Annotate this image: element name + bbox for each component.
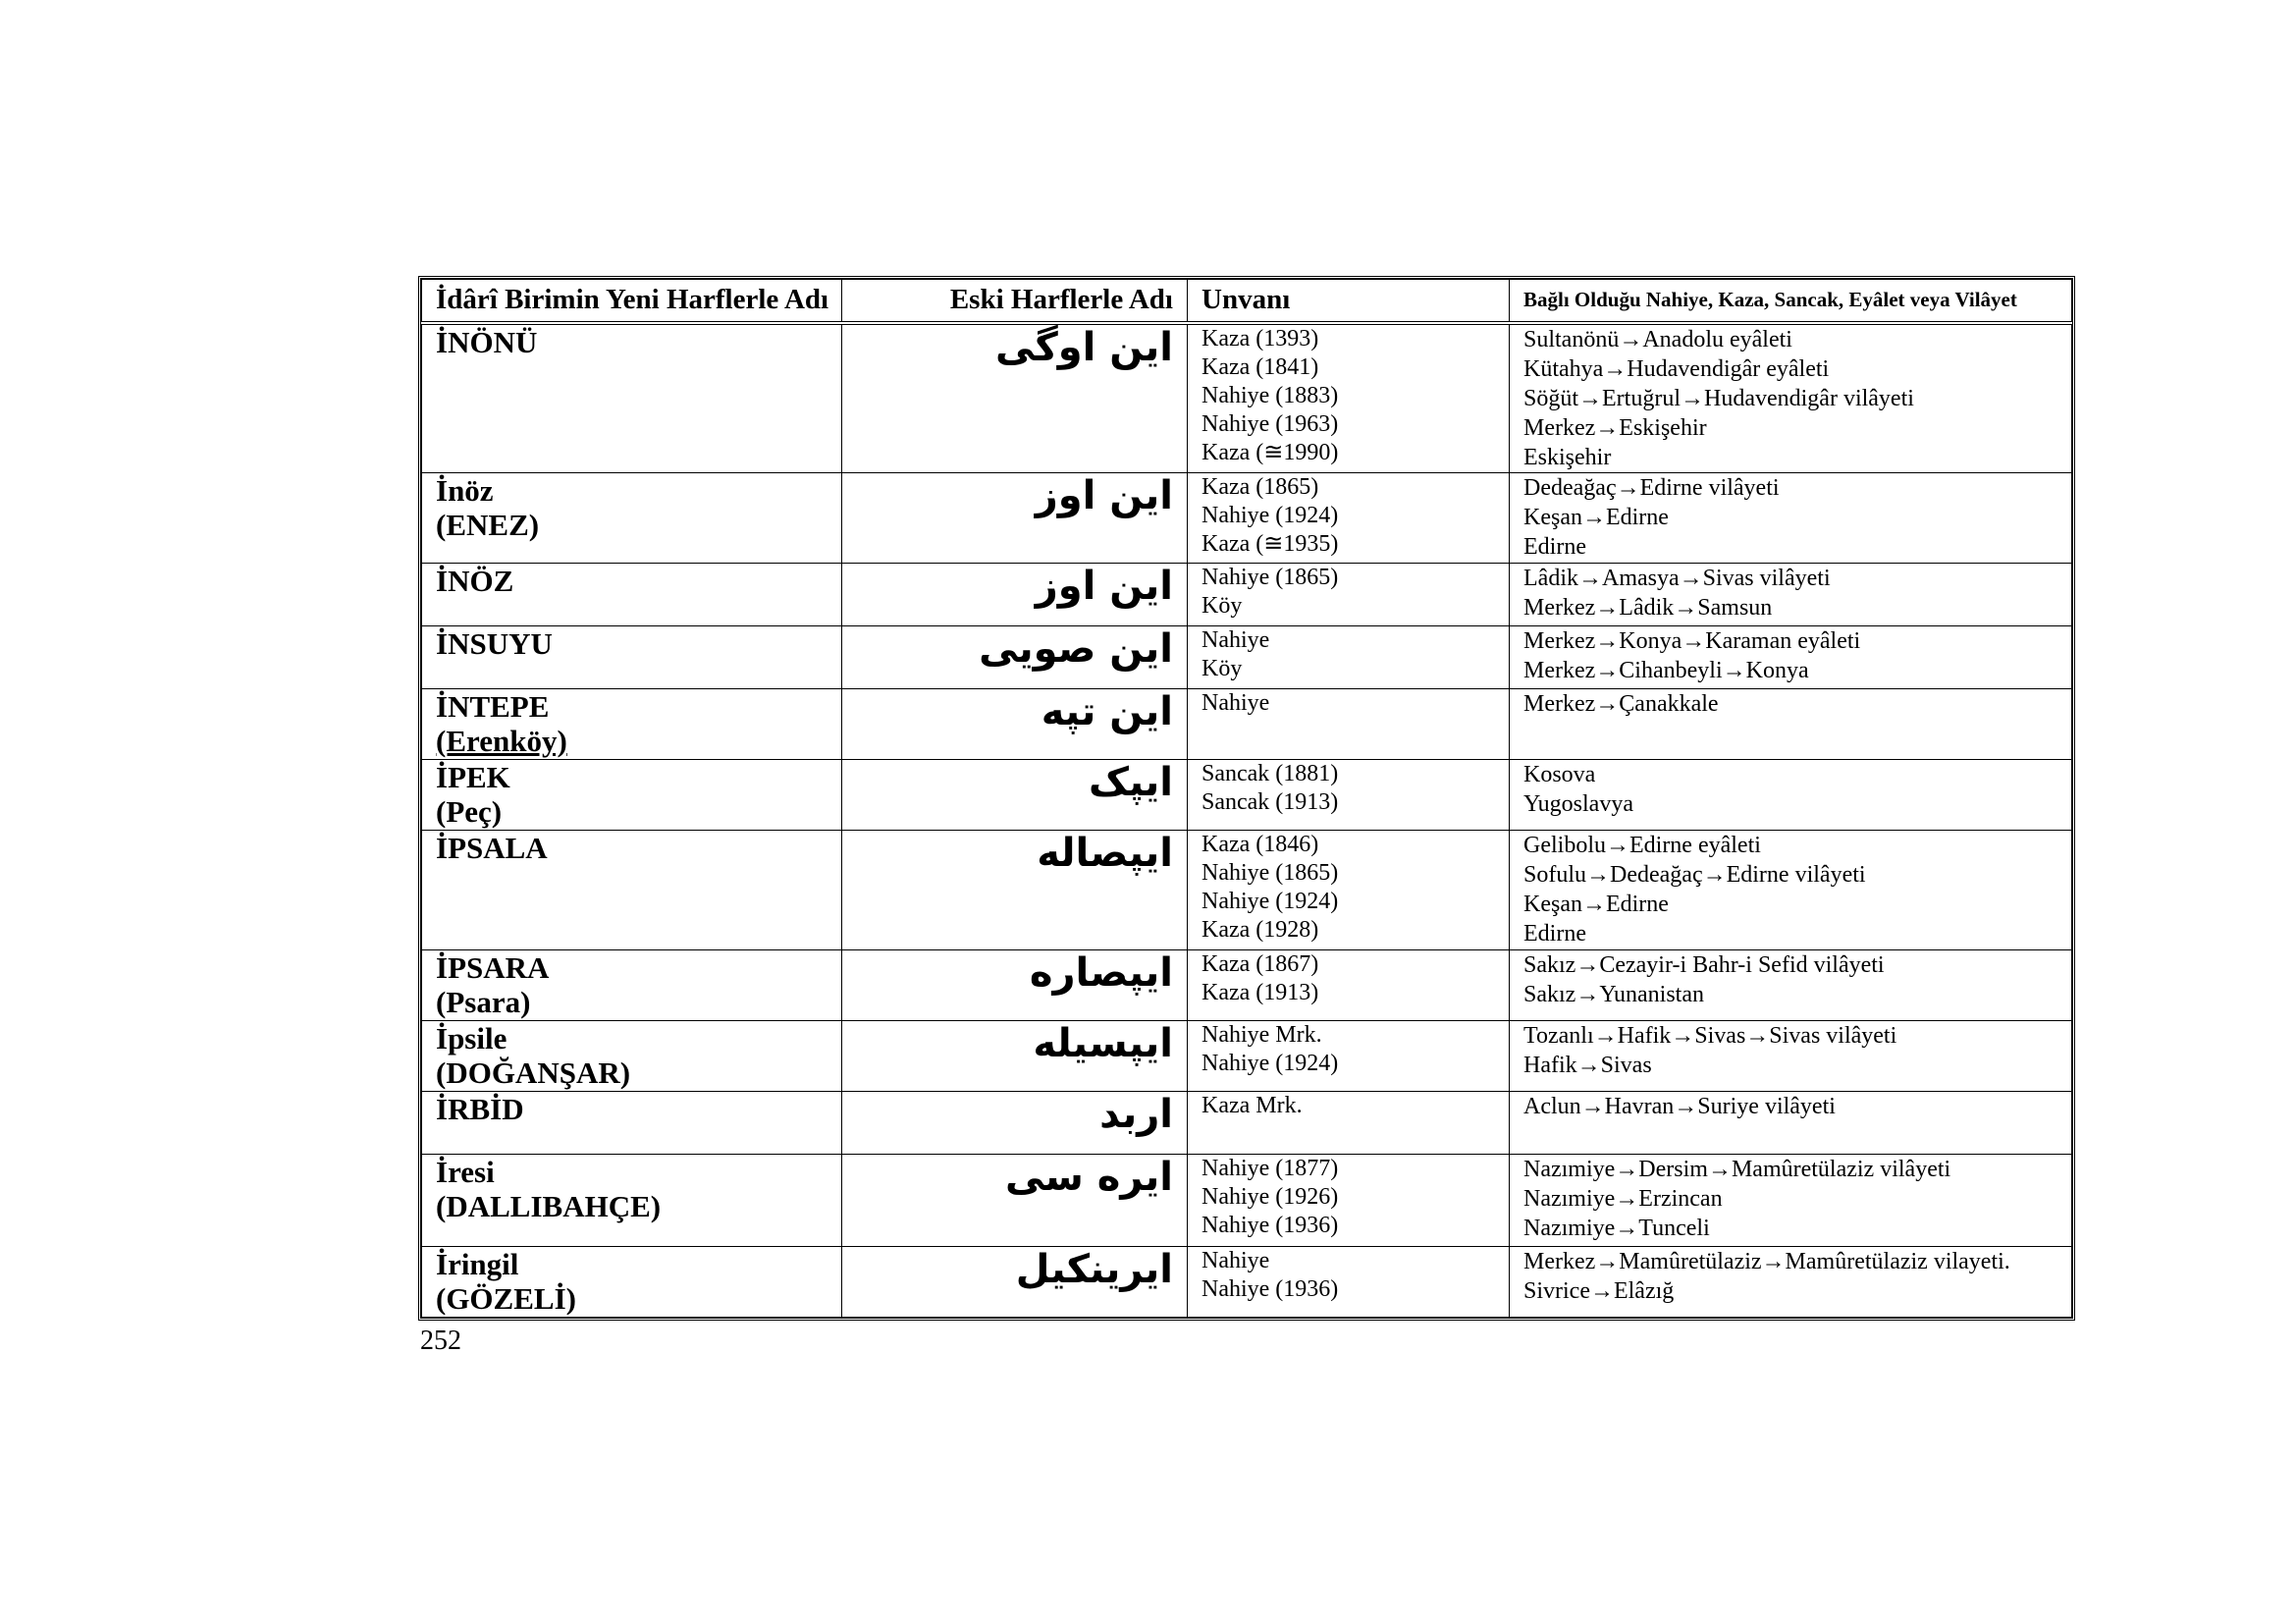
unit-title-line: Kaza (1928) [1201, 916, 1319, 943]
affiliation-line: Kütahya→Hudavendigâr eyâleti [1523, 355, 1830, 382]
affiliation-cell [1510, 1091, 2072, 1154]
unit-title-line: Köy [1201, 655, 1243, 681]
page-number: 252 [420, 1326, 461, 1356]
affiliation-line: Merkez→Çanakkale [1523, 690, 1719, 717]
unit-name: İRBİD [436, 1091, 524, 1126]
affiliation-line: Keşan→Edirne [1523, 891, 1669, 917]
unit-title-line: Nahiye (1924) [1201, 502, 1339, 528]
unit-alternate-name: (DOĞANŞAR) [436, 1055, 631, 1090]
unit-name-cell [422, 563, 842, 625]
unit-name-cell [422, 1246, 842, 1317]
unit-name: İNSUYU [436, 625, 553, 661]
unit-alternate-name: (Psara) [436, 984, 531, 1019]
affiliation-line: Nazımiye→Tunceli [1523, 1215, 1710, 1241]
unit-title-line: Nahiye (1865) [1201, 859, 1339, 886]
unit-title-line: Nahiye (1924) [1201, 888, 1339, 914]
affiliation-line: Merkez→Mamûretülaziz→Mamûretülaziz vilayeti. [1523, 1248, 2010, 1274]
unit-name-cell [422, 688, 842, 759]
unit-title-line: Kaza (≅1935) [1201, 530, 1339, 557]
table-row [422, 1091, 2072, 1154]
affiliation-line: Hafik→Sivas [1523, 1052, 1652, 1078]
unit-name: İnöz [436, 472, 494, 508]
unit-title-line: Kaza (1846) [1201, 831, 1319, 857]
unit-name: İPEK [436, 759, 510, 794]
table-row [422, 830, 2072, 949]
affiliation-line: Aclun→Havran→Suriye vilâyeti [1523, 1093, 1836, 1119]
unit-title-cell [1188, 759, 1510, 830]
header-affiliation: Bağlı Olduğu Nahiye, Kaza, Sancak, Eyâlet veya Vilâyet [1510, 280, 2072, 323]
unit-title-line: Nahiye [1201, 626, 1270, 653]
unit-title-cell [1188, 625, 1510, 688]
unit-title-line: Kaza (1867) [1201, 950, 1319, 977]
unit-alternate-name: (DALLIBAHÇE) [436, 1188, 662, 1223]
table-row [422, 1020, 2072, 1091]
table-header-row [422, 280, 2072, 323]
unit-title-line: Köy [1201, 592, 1243, 619]
affiliation-line: Merkez→Cihanbeyli→Konya [1523, 657, 1809, 683]
unit-title-line: Kaza (≅1990) [1201, 439, 1339, 465]
unit-title-line: Sancak (1881) [1201, 760, 1339, 786]
affiliation-cell [1510, 1246, 2072, 1317]
old-script-name: این اوز [842, 563, 1188, 625]
unit-name: İpsile [436, 1020, 507, 1056]
unit-title-line: Nahiye (1936) [1201, 1212, 1339, 1238]
affiliation-line: Merkez→Lâdik→Samsun [1523, 594, 1773, 621]
table-row [422, 1154, 2072, 1246]
unit-title-line: Nahiye Mrk. [1201, 1021, 1322, 1048]
affiliation-cell [1510, 949, 2072, 1020]
old-script-name: ایره سی [842, 1154, 1188, 1246]
unit-name-cell [422, 1091, 842, 1154]
affiliation-cell [1510, 1020, 2072, 1091]
affiliation-line: Söğüt→Ertuğrul→Hudavendigâr vilâyeti [1523, 385, 1914, 411]
affiliation-cell [1510, 563, 2072, 625]
unit-title-cell [1188, 1154, 1510, 1246]
unit-title-line: Kaza (1841) [1201, 353, 1319, 380]
affiliation-line: Edirne [1523, 920, 1586, 947]
unit-title-cell [1188, 563, 1510, 625]
unit-name: İNÖNÜ [436, 324, 538, 359]
table-row [422, 625, 2072, 688]
unit-title-line: Nahiye (1926) [1201, 1183, 1339, 1210]
unit-name-cell [422, 949, 842, 1020]
affiliation-line: Sultanönü→Anadolu eyâleti [1523, 326, 1792, 352]
affiliation-cell [1510, 323, 2072, 473]
unit-title-line: Nahiye [1201, 689, 1270, 716]
affiliation-line: Nazımiye→Dersim→Mamûretülaziz vilâyeti [1523, 1156, 1951, 1182]
affiliation-line: Sakız→Yunanistan [1523, 981, 1704, 1007]
affiliation-line: Sofulu→Dedeağaç→Edirne vilâyeti [1523, 861, 1866, 888]
administrative-units-table-frame [418, 276, 2075, 1321]
unit-title-line: Nahiye (1936) [1201, 1275, 1339, 1302]
unit-title-cell [1188, 1091, 1510, 1154]
unit-alternate-name: (GÖZELİ) [436, 1280, 576, 1316]
table-row [422, 759, 2072, 830]
unit-title-cell [1188, 323, 1510, 473]
affiliation-line: Sivrice→Elâzığ [1523, 1277, 1675, 1304]
old-script-name: ایپصاله [842, 830, 1188, 949]
unit-title-line: Sancak (1913) [1201, 788, 1339, 815]
unit-name-cell [422, 830, 842, 949]
affiliation-line: Sakız→Cezayir-i Bahr-i Sefid vilâyeti [1523, 951, 1885, 978]
table-row [422, 472, 2072, 563]
unit-name: İNTEPE [436, 688, 550, 724]
unit-title-cell [1188, 472, 1510, 563]
header-new-name: İdârî Birimin Yeni Harflerle Adı [422, 280, 842, 323]
unit-title-line: Kaza (1913) [1201, 979, 1319, 1005]
unit-name-cell [422, 625, 842, 688]
table-row [422, 949, 2072, 1020]
unit-title-line: Nahiye (1883) [1201, 382, 1339, 408]
unit-title-line: Nahiye (1924) [1201, 1050, 1339, 1076]
affiliation-line: Edirne [1523, 533, 1586, 560]
old-script-name: این تپه [842, 688, 1188, 759]
unit-title-cell [1188, 688, 1510, 759]
old-script-name: این اوگی [842, 323, 1188, 473]
unit-title-cell [1188, 949, 1510, 1020]
unit-title-line: Kaza (1393) [1201, 325, 1319, 352]
old-script-name: این اوز [842, 472, 1188, 563]
affiliation-cell [1510, 625, 2072, 688]
table-row [422, 688, 2072, 759]
unit-title-line: Nahiye (1877) [1201, 1155, 1339, 1181]
unit-alternate-name: (ENEZ) [436, 507, 540, 542]
old-script-name: ایپک [842, 759, 1188, 830]
affiliation-line: Yugoslavya [1523, 790, 1633, 817]
old-script-name: اربد [842, 1091, 1188, 1154]
unit-title-line: Nahiye [1201, 1247, 1270, 1273]
unit-name: İNÖZ [436, 563, 514, 598]
affiliation-cell [1510, 472, 2072, 563]
affiliation-line: Dedeağaç→Edirne vilâyeti [1523, 474, 1780, 501]
table-row [422, 1246, 2072, 1317]
unit-name-cell [422, 1154, 842, 1246]
affiliation-cell [1510, 688, 2072, 759]
header-title: Unvanı [1188, 280, 1510, 323]
unit-name: İPSARA [436, 949, 550, 985]
affiliation-line: Eskişehir [1523, 444, 1612, 470]
old-script-name: این صویی [842, 625, 1188, 688]
unit-title-cell [1188, 1246, 1510, 1317]
unit-name: İresi [436, 1154, 495, 1189]
old-script-name: ایپسیله [842, 1020, 1188, 1091]
old-script-name: ایپصاره [842, 949, 1188, 1020]
unit-name-cell [422, 759, 842, 830]
affiliation-line: Lâdik→Amasya→Sivas vilâyeti [1523, 565, 1831, 591]
affiliation-line: Tozanlı→Hafik→Sivas→Sivas vilâyeti [1523, 1022, 1897, 1049]
affiliation-line: Merkez→Eskişehir [1523, 414, 1707, 441]
unit-title-line: Kaza Mrk. [1201, 1092, 1303, 1118]
old-script-name: ایرینکیل [842, 1246, 1188, 1317]
administrative-units-table [421, 279, 2072, 1318]
table-row [422, 563, 2072, 625]
unit-name-cell [422, 323, 842, 473]
unit-title-line: Nahiye (1963) [1201, 410, 1339, 437]
unit-name: İringil [436, 1246, 519, 1281]
unit-name-cell [422, 472, 842, 563]
affiliation-cell [1510, 1154, 2072, 1246]
unit-title-cell [1188, 830, 1510, 949]
affiliation-cell [1510, 830, 2072, 949]
unit-title-cell [1188, 1020, 1510, 1091]
table-row [422, 323, 2072, 473]
affiliation-line: Kosova [1523, 761, 1596, 787]
header-old-name: Eski Harflerle Adı [842, 280, 1188, 323]
affiliation-line: Gelibolu→Edirne eyâleti [1523, 832, 1761, 858]
unit-name-cell [422, 1020, 842, 1091]
affiliation-cell [1510, 759, 2072, 830]
table-body [422, 323, 2072, 1318]
unit-alternate-name: (Peç) [436, 793, 503, 829]
affiliation-line: Keşan→Edirne [1523, 504, 1669, 530]
unit-title-line: Nahiye (1865) [1201, 564, 1339, 590]
affiliation-line: Nazımiye→Erzincan [1523, 1185, 1723, 1212]
unit-name: İPSALA [436, 830, 548, 865]
unit-title-line: Kaza (1865) [1201, 473, 1319, 500]
affiliation-line: Merkez→Konya→Karaman eyâleti [1523, 627, 1861, 654]
unit-alternate-name: (Erenköy) [436, 723, 567, 758]
